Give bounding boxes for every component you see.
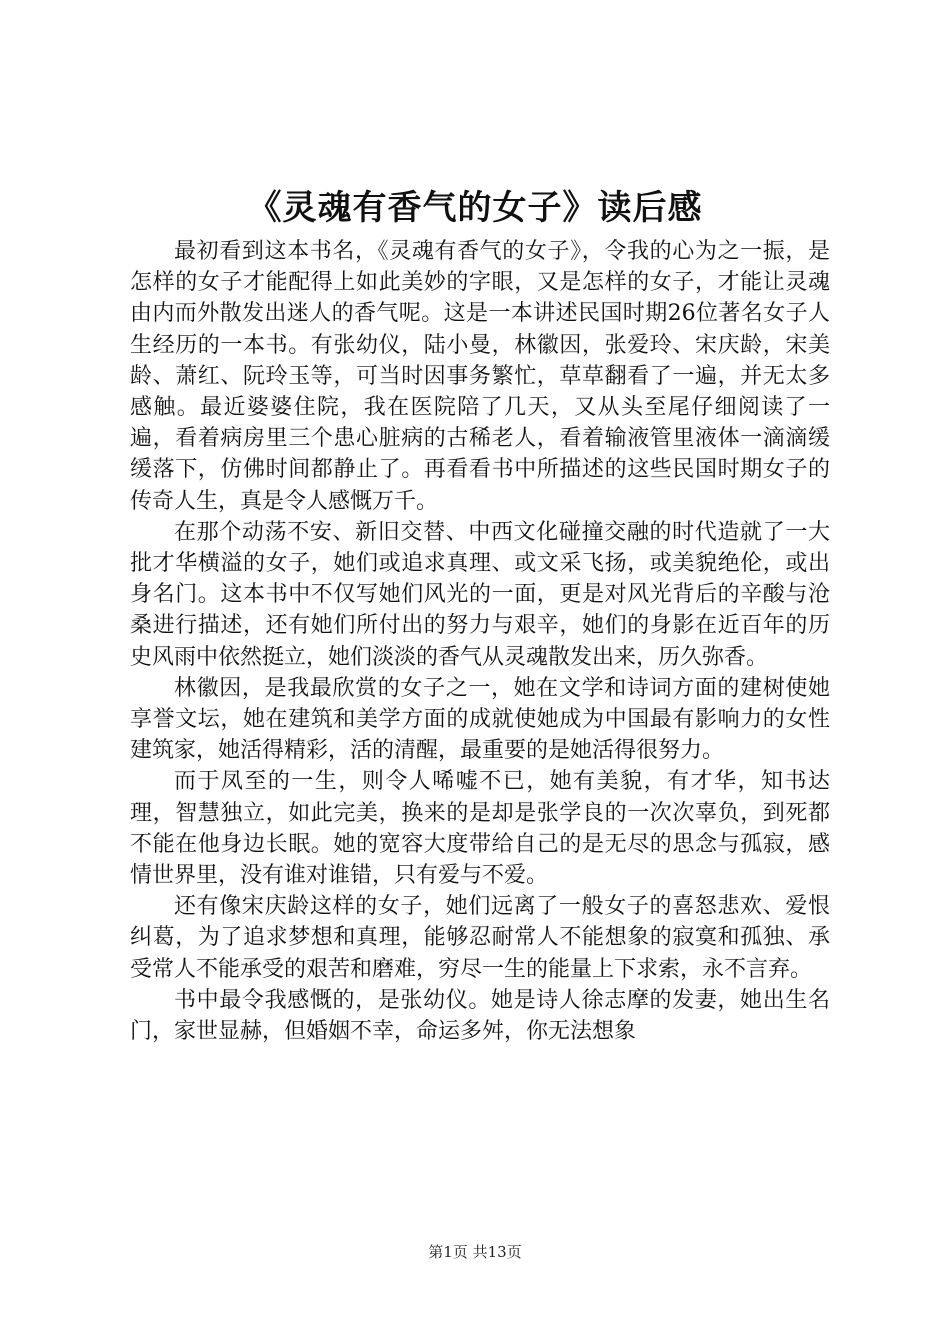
page-footer: 第1页 共13页: [428, 1243, 522, 1261]
paragraph: 还有像宋庆龄这样的女子，她们远离了一般女子的喜怒悲欢、爱恨纠葛，为了追求梦想和真理，能够忍耐常人不能想象的寂寞和孤独、承受常人不能承受的艰苦和磨难，穷尽一生的能量上下求索，永不言弃。: [130, 894, 830, 982]
paragraph: 林徽因，是我最欣赏的女子之一，她在文学和诗词方面的建树使她享誉文坛，她在建筑和美学方面的成就使她成为中国最有影响力的女性建筑家，她活得精彩，活的清醒，最重要的是她活得很努力。: [130, 675, 830, 764]
paragraph: 而于凤至的一生，则令人唏嘘不已，她有美貌，有才华，知书达理，智慧独立，如此完美，换来的是却是张学良的一次次辜负，到死都不能在他身边长眠。她的宽容大度带给自己的是无尽的思念与孤寂，感情世界里，没有谁对谁错，只有爱与不爱。: [130, 769, 830, 889]
document-body: [130, 236, 830, 1047]
paragraph: 书中最令我感慨的，是张幼仪。她是诗人徐志摩的发妻，她出生名门，家世显赫，但婚姻不幸，命运多舛，你无法想象: [130, 987, 830, 1045]
paragraph: 最初看到这本书名，《灵魂有香气的女子》，令我的心为之一振，是怎样的女子才能配得上如此美妙的字眼，又是怎样的女子，才能让灵魂由内而外散发出迷人的香气呢。这是一本讲述民国时期26位著名女子人生经历的一本书。有张幼仪，陆小曼，林徽因，张爱玲、宋庆龄，宋美龄、萧红、阮玲玉等，可当时因事务繁忙，草草翻看了一遍，并无太多感触。最近婆婆住院，我在医院陪了几天，又从头至尾仔细阅读了一遍，看着病房里三个患心脏病的古稀老人，看着输液管里液体一滴滴缓缓落下，仿佛时间都静止了。再看看书中所描述的这些民国时期女子的传奇人生，真是令人感慨万千。: [130, 239, 830, 514]
document-title: 《灵魂有香气的女子》读后感: [247, 188, 703, 228]
paragraph: 在那个动荡不安、新旧交替、中西文化碰撞交融的时代造就了一大批才华横溢的女子，她们或追求真理、或文采飞扬，或美貌绝伦，或出身名门。这本书中不仅写她们风光的一面，更是对风光背后的辛酸与沧桑进行描述，还有她们所付出的努力与艰辛，她们的身影在近百年的历史风雨中依然挺立，她们淡淡的香气从灵魂散发出来，历久弥香。: [130, 519, 830, 670]
